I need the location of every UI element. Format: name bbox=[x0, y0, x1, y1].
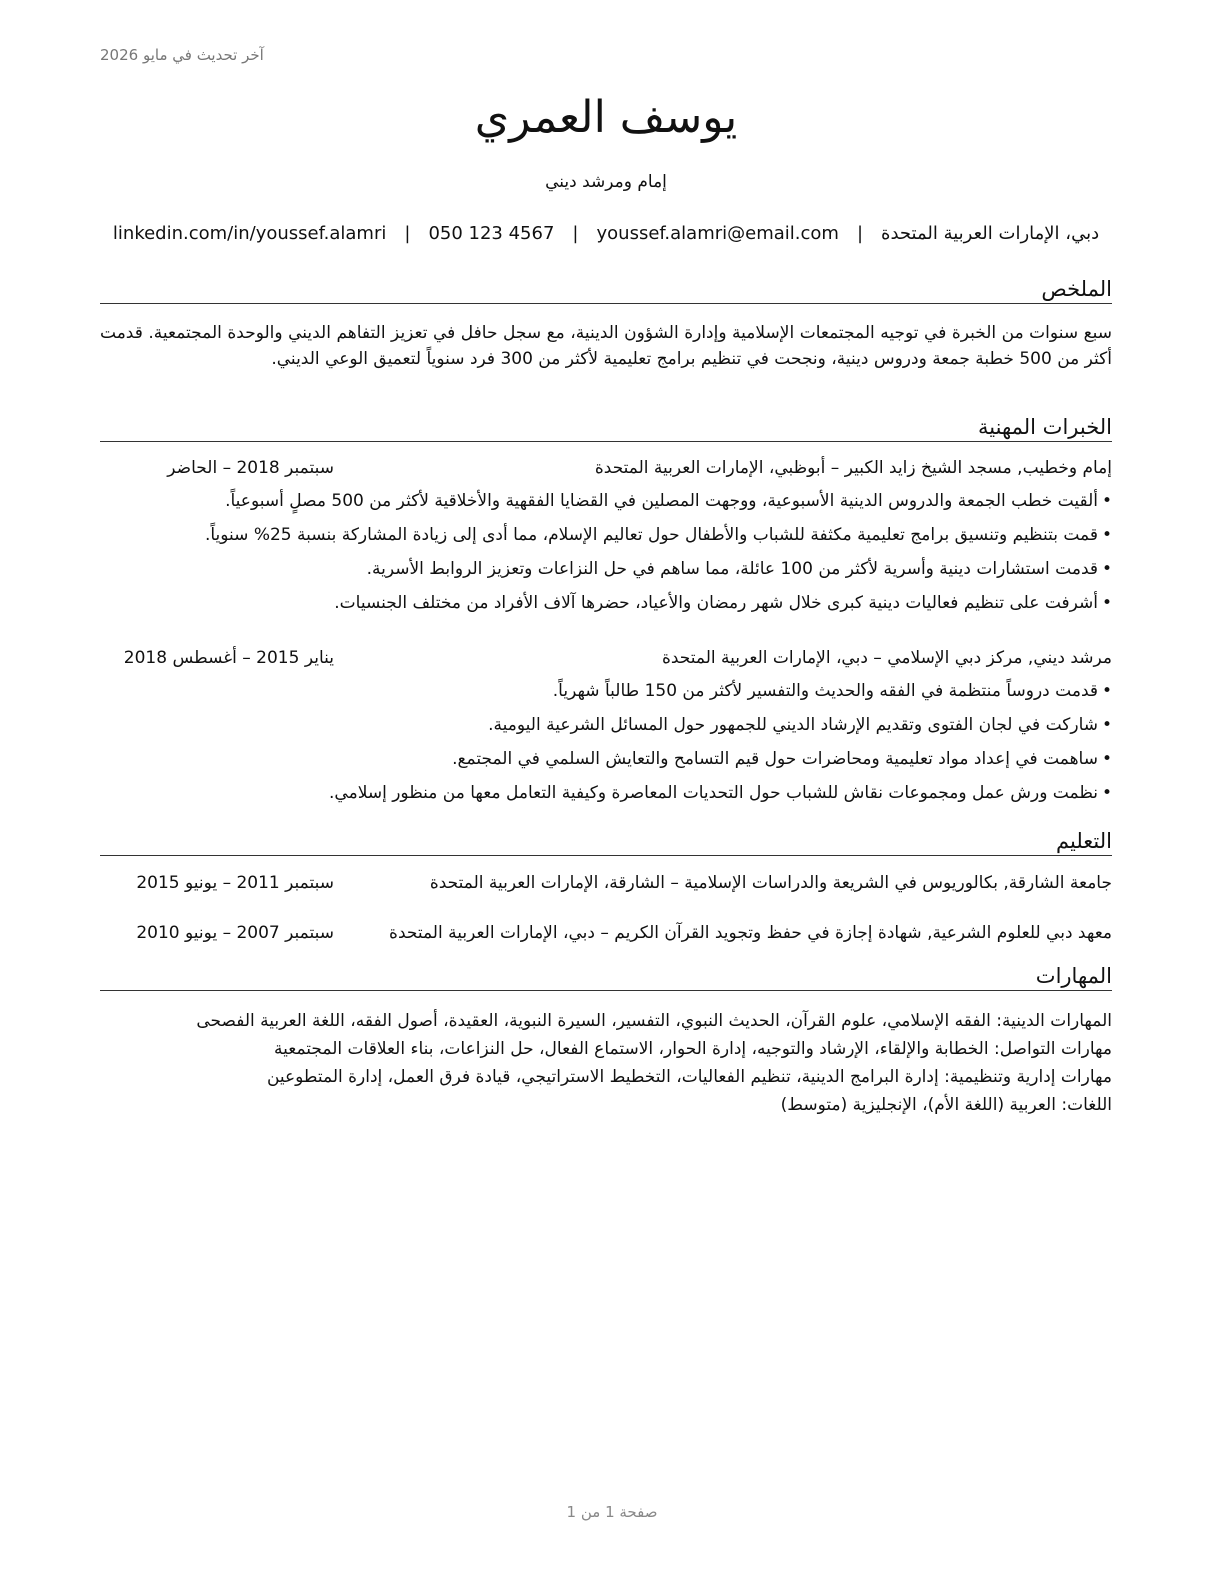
education-heading: التعليم bbox=[100, 829, 1112, 856]
contact-location: دبي، الإمارات العربية المتحدة bbox=[881, 223, 1100, 244]
education-dates: سبتمبر 2007 – يونيو 2010 bbox=[136, 923, 334, 943]
contact-phone: 050 123 4567 bbox=[428, 223, 555, 244]
contact-line bbox=[100, 223, 1112, 244]
list-item: •ساهمت في إعداد مواد تعليمية ومحاضرات حول قيم التسامح والتعايش السلمي في المجتمع. bbox=[452, 749, 1112, 769]
job-title: إمام ومرشد ديني bbox=[545, 172, 667, 192]
job-bullets bbox=[100, 678, 1112, 814]
contact-email[interactable]: youssef.alamri@email.com bbox=[596, 223, 839, 244]
contact-linkedin[interactable]: linkedin.com/in/youssef.alamri bbox=[112, 223, 387, 244]
job-dates: سبتمبر 2018 – الحاضر bbox=[167, 458, 334, 478]
summary-text: سبع سنوات من الخبرة في توجيه المجتمعات الإسلامية وإدارة الشؤون الدينية، مع سجل حافل في تعزيز التفاهم الديني والوحدة المجتمعية. قدمت أكثر من 500 خطبة جمعة ودروس دينية، ونجحت في تنظيم برامج تعليمية لأكثر من 300 فرد سنوياً لتعميق الوعي الديني. bbox=[100, 323, 1112, 369]
experience-heading: الخبرات المهنية bbox=[100, 415, 1112, 442]
last-updated: آخر تحديث في مايو 2026 bbox=[100, 46, 264, 64]
list-item: •ألقيت خطب الجمعة والدروس الدينية الأسبوعية، ووجهت المصلين في القضايا الفقهية والأخلاقية لأكثر من 500 مصلٍ أسبوعياً. bbox=[225, 491, 1112, 511]
skill-line: مهارات إدارية وتنظيمية: إدارة البرامج الدينية، تنظيم الفعاليات، التخطيط الاستراتيجي، قيادة فرق العمل، إدارة المتطوعين bbox=[266, 1067, 1112, 1087]
contact-separator: | bbox=[856, 223, 864, 244]
person-name: يوسف العمري bbox=[474, 92, 738, 143]
skill-line: مهارات التواصل: الخطابة والإلقاء، الإرشاد والتوجيه، إدارة الحوار، الاستماع الفعال، حل النزاعات، بناء العلاقات المجتمعية bbox=[274, 1039, 1112, 1059]
summary-heading: الملخص bbox=[100, 277, 1112, 304]
skills-list bbox=[100, 1008, 1112, 1120]
contact-separator: | bbox=[404, 223, 411, 244]
education-text: جامعة الشارقة, بكالوريوس في الشريعة والدراسات الإسلامية – الشارقة، الإمارات العربية المتحدة bbox=[429, 873, 1112, 893]
page-number: صفحة 1 من 1 bbox=[566, 1503, 658, 1521]
job-role: مرشد ديني, مركز دبي الإسلامي – دبي، الإمارات العربية المتحدة bbox=[661, 648, 1112, 668]
list-item: •شاركت في لجان الفتوى وتقديم الإرشاد الديني للجمهور حول المسائل الشرعية اليومية. bbox=[488, 715, 1112, 735]
skills-heading: المهارات bbox=[100, 964, 1112, 991]
list-item: •قدمت دروساً منتظمة في الفقه والحديث والتفسير لأكثر من 150 طالباً شهرياً. bbox=[552, 681, 1112, 701]
job-bullets bbox=[100, 488, 1112, 624]
list-item: •أشرفت على تنظيم فعاليات دينية كبرى خلال شهر رمضان والأعياد، حضرها آلاف الأفراد من مختلف الجنسيات. bbox=[334, 593, 1112, 613]
job-role: إمام وخطيب, مسجد الشيخ زايد الكبير – أبوظبي، الإمارات العربية المتحدة bbox=[594, 458, 1112, 478]
list-item: •قمت بتنظيم وتنسيق برامج تعليمية مكثفة للشباب والأطفال حول تعاليم الإسلام، مما أدى إلى زيادة المشاركة بنسبة 25% سنوياً. bbox=[204, 525, 1112, 545]
list-item: •قدمت استشارات دينية وأسرية لأكثر من 100 عائلة، مما ساهم في حل النزاعات وتعزيز الروابط الأسرية. bbox=[366, 559, 1112, 579]
contact-separator: | bbox=[572, 223, 579, 244]
skill-line: المهارات الدينية: الفقه الإسلامي، علوم القرآن، الحديث النبوي، التفسير، السيرة النبوية، العقيدة، أصول الفقه، اللغة العربية الفصحى bbox=[196, 1011, 1112, 1031]
list-item: •نظمت ورش عمل ومجموعات نقاش للشباب حول التحديات المعاصرة وكيفية التعامل معها من منظور إسلامي. bbox=[329, 783, 1112, 803]
education-text: معهد دبي للعلوم الشرعية, شهادة إجازة في حفظ وتجويد القرآن الكريم – دبي، الإمارات العربية المتحدة bbox=[389, 923, 1112, 943]
skill-line: اللغات: العربية (اللغة الأم)، الإنجليزية (متوسط) bbox=[780, 1095, 1112, 1115]
job-dates: يناير 2015 – أغسطس 2018 bbox=[123, 648, 334, 668]
education-dates: سبتمبر 2011 – يونيو 2015 bbox=[136, 873, 334, 893]
resume-page bbox=[100, 0, 1112, 1584]
